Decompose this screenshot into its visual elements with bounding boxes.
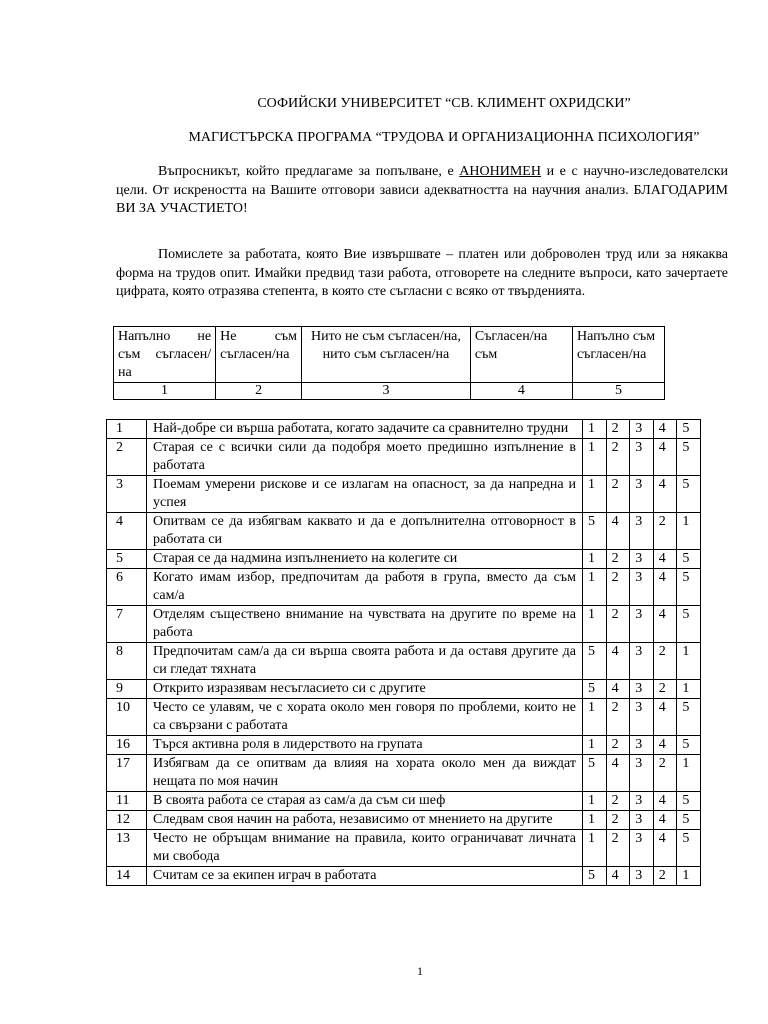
rating-option[interactable]: 5 bbox=[583, 643, 607, 680]
question-number: 8 bbox=[107, 643, 147, 680]
question-text: Старая се да надмина изпълнението на колегите си bbox=[147, 550, 583, 569]
rating-option[interactable]: 4 bbox=[653, 420, 677, 439]
question-row bbox=[107, 476, 701, 513]
questionnaire-table bbox=[106, 419, 701, 886]
answer-scale-table bbox=[113, 326, 665, 400]
rating-option[interactable]: 3 bbox=[630, 420, 654, 439]
instructions-paragraph bbox=[116, 246, 728, 302]
question-row bbox=[107, 699, 701, 736]
rating-option[interactable]: 2 bbox=[606, 476, 630, 513]
question-number: 6 bbox=[107, 569, 147, 606]
question-text: Търся активна роля в лидерството на групата bbox=[147, 736, 583, 755]
rating-option[interactable]: 1 bbox=[677, 680, 701, 699]
question-text: Предпочитам сам/а да си върша своята работа и да оставя другите да си гледат тяхната bbox=[147, 643, 583, 680]
rating-option[interactable]: 1 bbox=[583, 830, 607, 867]
rating-option[interactable]: 4 bbox=[653, 476, 677, 513]
university-title: СОФИЙСКИ УНИВЕРСИТЕТ “СВ. КЛИМЕНТ ОХРИДСКИ” bbox=[257, 96, 631, 111]
scale-number: 5 bbox=[572, 383, 664, 400]
question-text: Отделям съществено внимание на чувствата на другите по време на работа bbox=[147, 606, 583, 643]
question-row bbox=[107, 736, 701, 755]
rating-option[interactable]: 3 bbox=[630, 680, 654, 699]
question-row bbox=[107, 643, 701, 680]
rating-option[interactable]: 2 bbox=[653, 513, 677, 550]
rating-option[interactable]: 1 bbox=[583, 476, 607, 513]
rating-option[interactable]: 4 bbox=[606, 513, 630, 550]
rating-option[interactable]: 3 bbox=[630, 699, 654, 736]
rating-option[interactable]: 3 bbox=[630, 830, 654, 867]
question-row bbox=[107, 569, 701, 606]
rating-option[interactable]: 2 bbox=[606, 792, 630, 811]
rating-option[interactable]: 2 bbox=[606, 606, 630, 643]
rating-option[interactable]: 3 bbox=[630, 513, 654, 550]
question-row bbox=[107, 513, 701, 550]
rating-option[interactable]: 4 bbox=[653, 792, 677, 811]
question-row bbox=[107, 550, 701, 569]
question-row bbox=[107, 792, 701, 811]
rating-option[interactable]: 1 bbox=[677, 867, 701, 886]
question-number: 17 bbox=[107, 755, 147, 792]
scale-label: Нито не съм съгласен/на, нито съм съгласен/на bbox=[302, 327, 471, 383]
rating-option[interactable]: 5 bbox=[677, 439, 701, 476]
rating-option[interactable]: 3 bbox=[630, 643, 654, 680]
rating-option[interactable]: 2 bbox=[606, 439, 630, 476]
rating-option[interactable]: 5 bbox=[677, 550, 701, 569]
scale-numbers-row bbox=[114, 383, 665, 400]
program-title: МАГИСТЪРСКА ПРОГРАМА “ТРУДОВА И ОРГАНИЗАЦИОННА ПСИХОЛОГИЯ” bbox=[188, 130, 700, 145]
question-number: 12 bbox=[107, 811, 147, 830]
rating-option[interactable]: 4 bbox=[653, 830, 677, 867]
rating-option[interactable]: 1 bbox=[583, 550, 607, 569]
question-number: 5 bbox=[107, 550, 147, 569]
question-number: 7 bbox=[107, 606, 147, 643]
rating-option[interactable]: 1 bbox=[583, 811, 607, 830]
rating-option[interactable]: 1 bbox=[677, 513, 701, 550]
question-row bbox=[107, 439, 701, 476]
question-number: 16 bbox=[107, 736, 147, 755]
question-number: 11 bbox=[107, 792, 147, 811]
intro-paragraph bbox=[116, 163, 728, 219]
rating-option[interactable]: 5 bbox=[677, 736, 701, 755]
scale-label: Напълно не съм съгласен/на bbox=[114, 327, 216, 383]
question-text: Най-добре си върша работата, когато задачите са сравнително трудни bbox=[147, 420, 583, 439]
rating-option[interactable]: 5 bbox=[677, 569, 701, 606]
scale-label: Съгласен/на съм bbox=[470, 327, 572, 383]
anonymous-emphasis: АНОНИМЕН bbox=[459, 164, 541, 179]
rating-option[interactable]: 2 bbox=[606, 811, 630, 830]
rating-option[interactable]: 1 bbox=[677, 643, 701, 680]
rating-option[interactable]: 1 bbox=[583, 606, 607, 643]
rating-option[interactable]: 5 bbox=[677, 811, 701, 830]
rating-option[interactable]: 3 bbox=[630, 476, 654, 513]
rating-option[interactable]: 2 bbox=[606, 569, 630, 606]
intro-text-end: и е с научно-изследователски цели. От искреността на Вашите отговори зависи адекватността на научния анализ. БЛАГОДАРИМ ВИ ЗА УЧАСТИЕТО! bbox=[116, 164, 728, 216]
rating-option[interactable]: 5 bbox=[583, 680, 607, 699]
rating-option[interactable]: 1 bbox=[583, 569, 607, 606]
question-text: Опитвам се да избягвам каквато и да е допълнителна отговорност в работата си bbox=[147, 513, 583, 550]
rating-option[interactable]: 1 bbox=[583, 439, 607, 476]
intro-text-start: Въпросникът, който предлагаме за попълване, е bbox=[158, 164, 460, 179]
rating-option[interactable]: 4 bbox=[653, 699, 677, 736]
scale-number: 4 bbox=[470, 383, 572, 400]
rating-option[interactable]: 2 bbox=[606, 550, 630, 569]
question-number: 4 bbox=[107, 513, 147, 550]
scale-label: Не съм съгласен/на bbox=[216, 327, 302, 383]
rating-option[interactable]: 2 bbox=[653, 755, 677, 792]
rating-option[interactable]: 5 bbox=[677, 699, 701, 736]
question-text: Старая се с всички сили да подобря моето предишно изпълнение в работата bbox=[147, 439, 583, 476]
question-number: 9 bbox=[107, 680, 147, 699]
rating-option[interactable]: 3 bbox=[630, 792, 654, 811]
rating-option[interactable]: 5 bbox=[583, 755, 607, 792]
question-number: 13 bbox=[107, 830, 147, 867]
rating-option[interactable]: 5 bbox=[583, 867, 607, 886]
scale-number: 2 bbox=[216, 383, 302, 400]
question-text: Поемам умерени рискове и се излагам на опасност, за да напредна и успея bbox=[147, 476, 583, 513]
question-text: Често се улавям, че с хората около мен говоря по проблеми, които не са свързани с работата bbox=[147, 699, 583, 736]
rating-option[interactable]: 4 bbox=[606, 680, 630, 699]
rating-option[interactable]: 5 bbox=[677, 606, 701, 643]
scale-number: 1 bbox=[114, 383, 216, 400]
rating-option[interactable]: 2 bbox=[606, 830, 630, 867]
rating-option[interactable]: 3 bbox=[630, 439, 654, 476]
rating-option[interactable]: 4 bbox=[653, 811, 677, 830]
rating-option[interactable]: 2 bbox=[653, 643, 677, 680]
scale-labels-row bbox=[114, 327, 665, 383]
question-text: Когато имам избор, предпочитам да работя в група, вместо да съм сам/а bbox=[147, 569, 583, 606]
rating-option[interactable]: 1 bbox=[583, 792, 607, 811]
rating-option[interactable]: 2 bbox=[606, 699, 630, 736]
question-text: Открито изразявам несъгласието си с другите bbox=[147, 680, 583, 699]
question-row bbox=[107, 830, 701, 867]
question-number: 14 bbox=[107, 867, 147, 886]
rating-option[interactable]: 4 bbox=[653, 736, 677, 755]
question-number: 2 bbox=[107, 439, 147, 476]
scale-number: 3 bbox=[302, 383, 471, 400]
rating-option[interactable]: 2 bbox=[653, 680, 677, 699]
question-row bbox=[107, 420, 701, 439]
question-row bbox=[107, 811, 701, 830]
question-text: Често не обръщам внимание на правила, които ограничават личната ми свобода bbox=[147, 830, 583, 867]
scale-label: Напълно съм съгласен/на bbox=[572, 327, 664, 383]
rating-option[interactable]: 2 bbox=[653, 867, 677, 886]
question-text: Следвам своя начин на работа, независимо от мнението на другите bbox=[147, 811, 583, 830]
rating-option[interactable]: 3 bbox=[630, 569, 654, 606]
rating-option[interactable]: 3 bbox=[630, 811, 654, 830]
rating-option[interactable]: 1 bbox=[583, 699, 607, 736]
rating-option[interactable]: 5 bbox=[677, 830, 701, 867]
rating-option[interactable]: 3 bbox=[630, 736, 654, 755]
rating-option[interactable]: 5 bbox=[583, 513, 607, 550]
question-text: Избягвам да се опитвам да влияя на хората около мен да виждат нещата по моя начин bbox=[147, 755, 583, 792]
page-number: 1 bbox=[417, 964, 423, 978]
question-text: Считам се за екипен играч в работата bbox=[147, 867, 583, 886]
rating-option[interactable]: 4 bbox=[653, 569, 677, 606]
rating-option[interactable]: 4 bbox=[606, 867, 630, 886]
rating-option[interactable]: 3 bbox=[630, 755, 654, 792]
rating-option[interactable]: 4 bbox=[606, 755, 630, 792]
rating-option[interactable]: 3 bbox=[630, 606, 654, 643]
question-number: 1 bbox=[107, 420, 147, 439]
rating-option[interactable]: 1 bbox=[583, 736, 607, 755]
rating-option[interactable]: 1 bbox=[677, 755, 701, 792]
instructions-text: Помислете за работата, която Вие извършвате – платен или доброволен труд или за някаква форма на трудов опит. Имайки предвид тази работа, отговорете на следните въпроси, като зачертаете цифрата, която отразява степента, в която сте съгласни с всяко от твърденията. bbox=[116, 247, 728, 299]
question-row bbox=[107, 680, 701, 699]
rating-option[interactable]: 4 bbox=[653, 439, 677, 476]
rating-option[interactable]: 5 bbox=[677, 792, 701, 811]
rating-option[interactable]: 3 bbox=[630, 550, 654, 569]
question-row bbox=[107, 867, 701, 886]
question-number: 10 bbox=[107, 699, 147, 736]
rating-option[interactable]: 2 bbox=[606, 420, 630, 439]
rating-option[interactable]: 3 bbox=[630, 867, 654, 886]
rating-option[interactable]: 2 bbox=[606, 736, 630, 755]
rating-option[interactable]: 4 bbox=[653, 550, 677, 569]
rating-option[interactable]: 5 bbox=[677, 476, 701, 513]
rating-option[interactable]: 1 bbox=[583, 420, 607, 439]
question-number: 3 bbox=[107, 476, 147, 513]
rating-option[interactable]: 4 bbox=[653, 606, 677, 643]
question-row bbox=[107, 755, 701, 792]
question-text: В своята работа се старая аз сам/а да съм си шеф bbox=[147, 792, 583, 811]
rating-option[interactable]: 5 bbox=[677, 420, 701, 439]
question-row bbox=[107, 606, 701, 643]
rating-option[interactable]: 4 bbox=[606, 643, 630, 680]
